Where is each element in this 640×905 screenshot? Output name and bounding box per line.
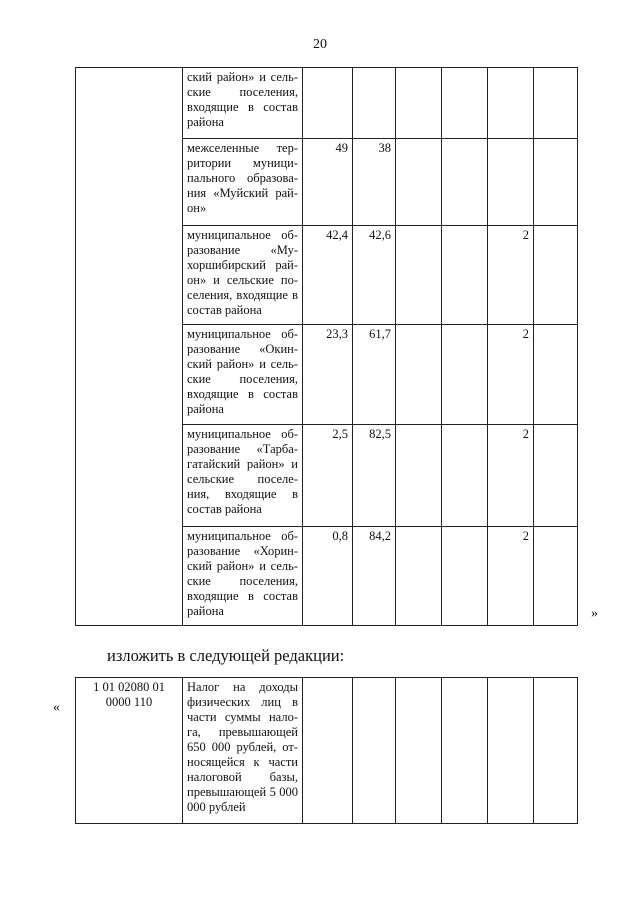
description-cell: межселенные тер-ритории муници-пального образова-ния «Муйский рай-он» — [183, 139, 303, 226]
value-cell — [353, 68, 396, 139]
value-cell — [442, 527, 488, 626]
opening-quote-mark: « — [53, 700, 60, 715]
value-cell — [534, 527, 578, 626]
value-cell — [396, 139, 442, 226]
table-row — [76, 68, 578, 139]
value-cell — [442, 139, 488, 226]
value-cell — [396, 425, 442, 527]
value-cell — [396, 678, 442, 824]
new-edition-table — [75, 677, 578, 824]
value-cell — [534, 139, 578, 226]
value-cell: 61,7 — [353, 325, 396, 425]
amendment-instruction: изложить в следующей редакции: — [107, 646, 345, 665]
value-cell: 82,5 — [353, 425, 396, 527]
value-cell: 23,3 — [303, 325, 353, 425]
value-cell — [442, 325, 488, 425]
value-cell — [534, 678, 578, 824]
value-cell: 84,2 — [353, 527, 396, 626]
value-cell: 2 — [488, 226, 534, 325]
value-cell: 38 — [353, 139, 396, 226]
value-cell — [488, 139, 534, 226]
description-cell: муниципальное об-разование «Му-хоршибирский рай-он» и сельские по-селения, входящие в состав района — [183, 226, 303, 325]
description-cell: ский район» и сель-ские поселения, входящие в состав района — [183, 68, 303, 139]
revenue-distribution-table — [75, 67, 578, 626]
table-row — [76, 678, 578, 824]
value-cell: 2 — [488, 527, 534, 626]
description-cell: муниципальное об-разование «Хорин-ский район» и сель-ские поселения, входящие в состав района — [183, 527, 303, 626]
value-cell — [396, 226, 442, 325]
page-number: 20 — [313, 37, 327, 52]
value-cell: 42,4 — [303, 226, 353, 325]
value-cell — [353, 678, 396, 824]
value-cell: 0,8 — [303, 527, 353, 626]
value-cell — [534, 68, 578, 139]
closing-quote-mark: » — [591, 606, 598, 621]
description-cell: Налог на доходы физических лиц в части суммы нало-га, превышающей 650 000 рублей, от-носящейся к части налоговой базы, превышающей 5 000 000 рублей — [183, 678, 303, 824]
code-cell — [76, 68, 183, 626]
value-cell — [442, 425, 488, 527]
value-cell — [442, 678, 488, 824]
value-cell: 2 — [488, 425, 534, 527]
value-cell — [534, 425, 578, 527]
value-cell: 49 — [303, 139, 353, 226]
value-cell — [396, 325, 442, 425]
value-cell: 2,5 — [303, 425, 353, 527]
value-cell — [488, 68, 534, 139]
value-cell — [303, 678, 353, 824]
value-cell — [534, 325, 578, 425]
value-cell — [396, 68, 442, 139]
value-cell: 2 — [488, 325, 534, 425]
value-cell — [534, 226, 578, 325]
value-cell — [442, 68, 488, 139]
description-cell: муниципальное об-разование «Тарба-гатайский район» и сельские поселе-ния, входящие в состав района — [183, 425, 303, 527]
value-cell: 42,6 — [353, 226, 396, 325]
value-cell — [396, 527, 442, 626]
budget-code-cell: 1 01 02080 01 0000 110 — [76, 678, 183, 824]
value-cell — [442, 226, 488, 325]
value-cell — [303, 68, 353, 139]
description-cell: муниципальное об-разование «Окин-ский район» и сель-ские поселения, входящие в состав района — [183, 325, 303, 425]
value-cell — [488, 678, 534, 824]
